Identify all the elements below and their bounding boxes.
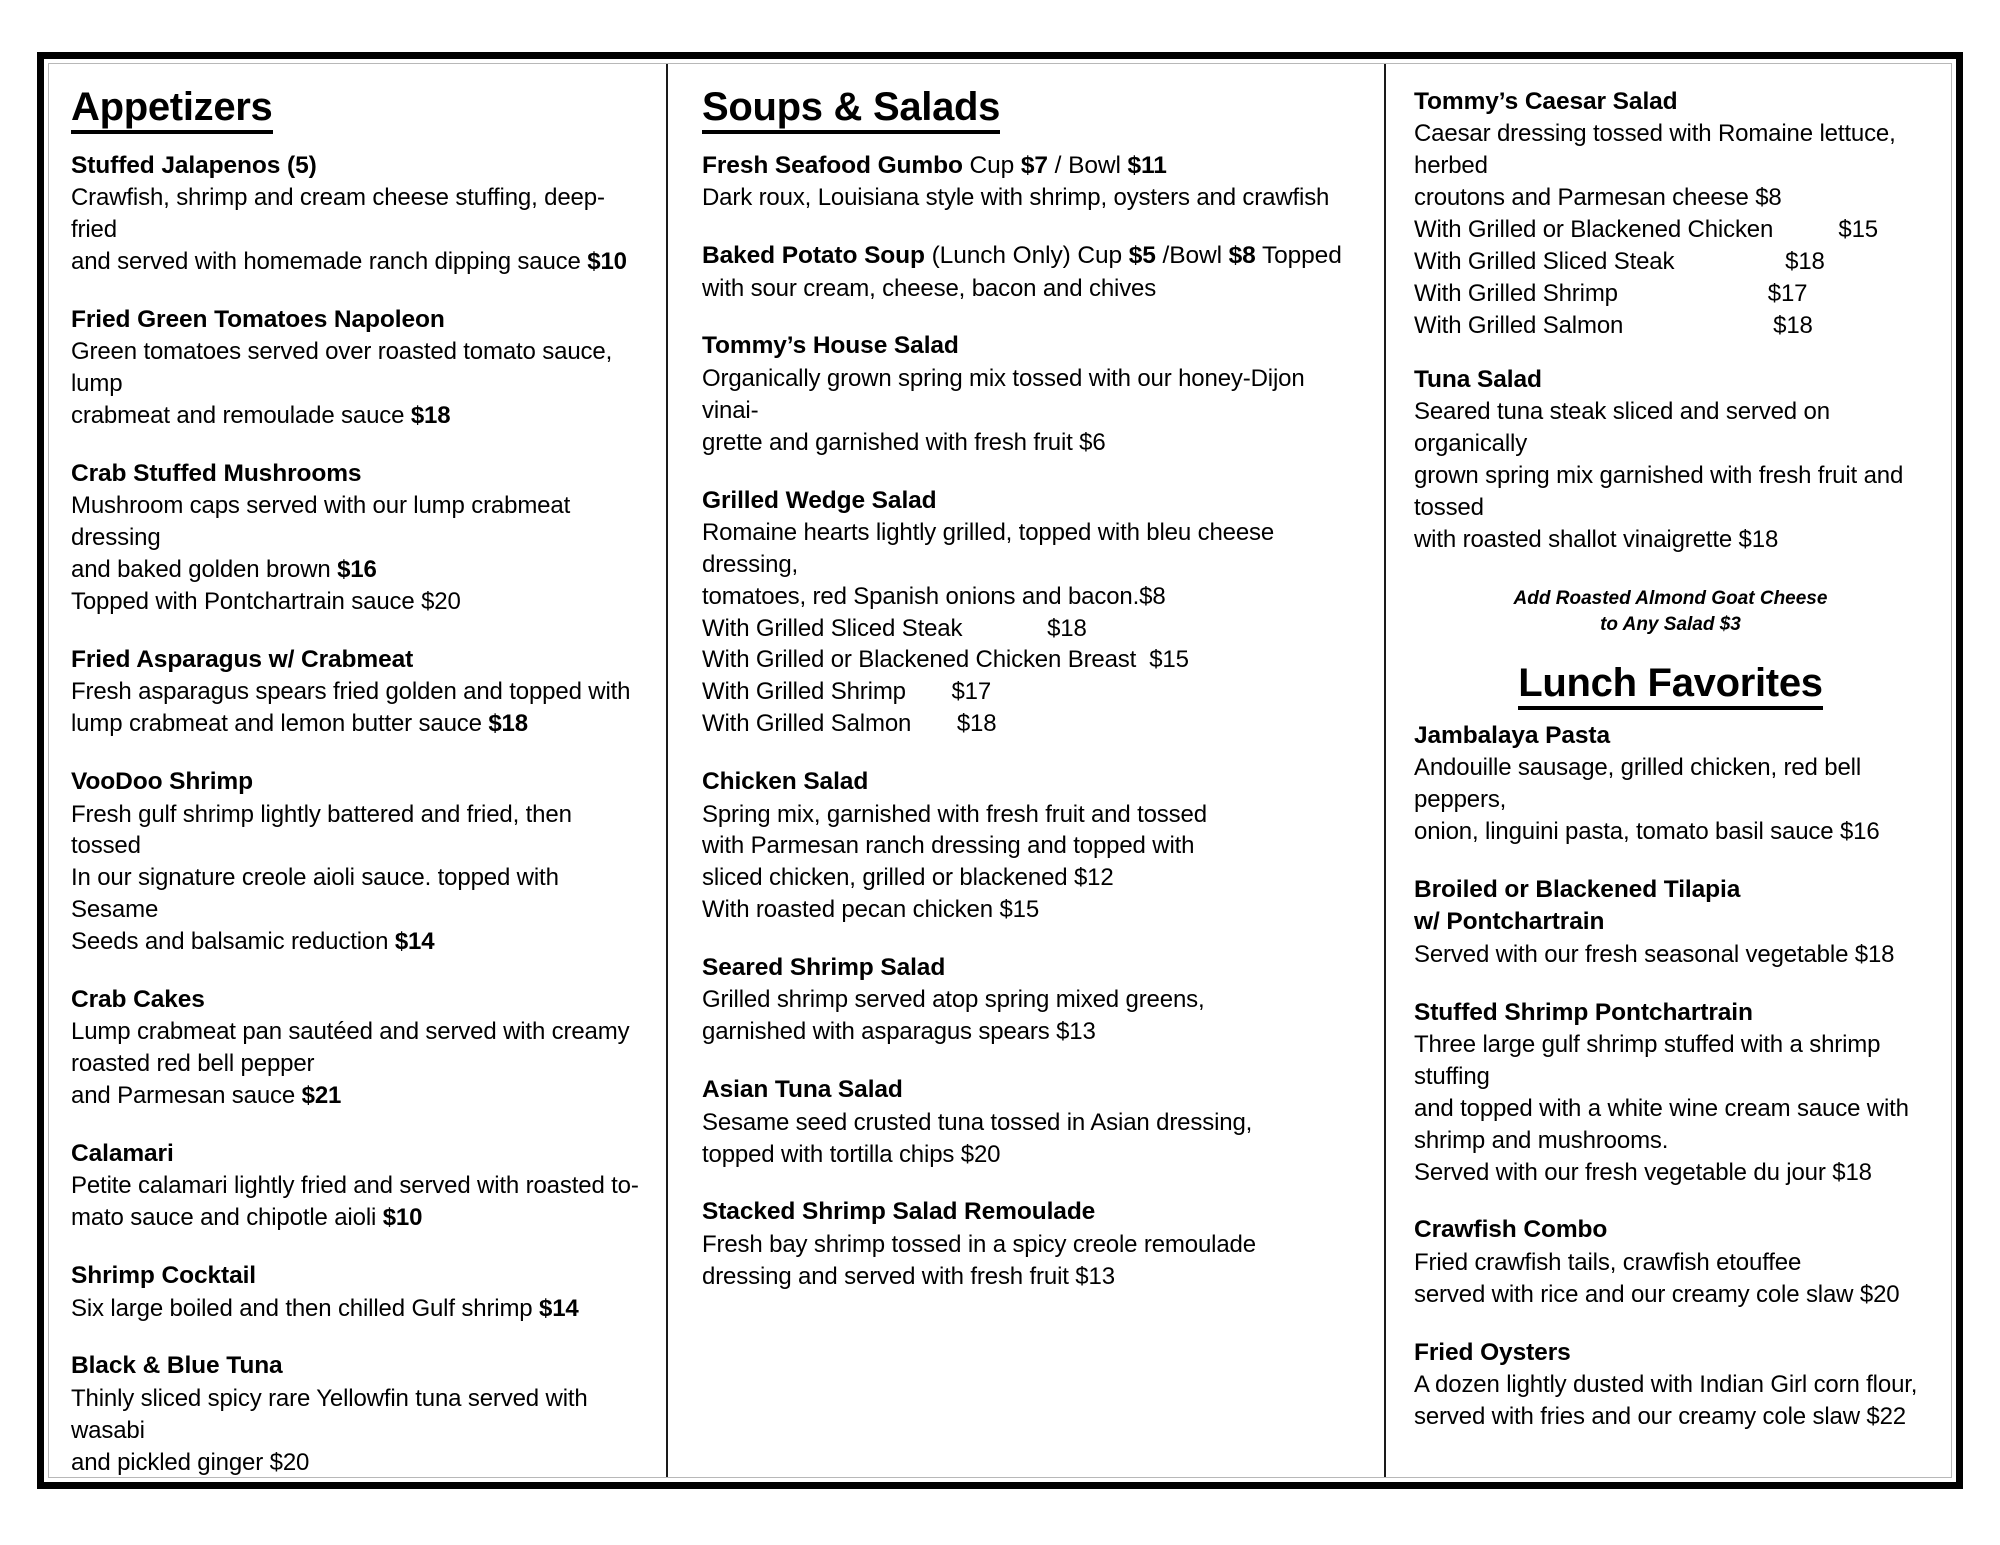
item-name: Fried Oysters xyxy=(1414,1338,1571,1366)
item-desc-line: Served with our fresh vegetable du jour $18 xyxy=(1414,1158,1872,1186)
item-desc-line: Grilled shrimp served atop spring mixed greens, xyxy=(702,986,1205,1014)
item-name-text: Baked Potato Soup xyxy=(702,242,925,270)
item-desc-line: Fresh gulf shrimp lightly battered and fried, then tossed xyxy=(71,800,572,860)
salad-addon-note-line2: to Any Salad $3 xyxy=(1600,613,1741,635)
item-topped-label: Topped xyxy=(1255,242,1342,270)
menu-item xyxy=(1414,364,1927,556)
item-desc-line: and topped with a white wine cream sauce with xyxy=(1414,1094,1909,1122)
item-price: $18 xyxy=(488,710,528,738)
menu-item xyxy=(702,1196,1362,1292)
item-desc-line: with roasted shallot vinaigrette $18 xyxy=(1414,525,1779,553)
item-desc-text: mato sauce and chipotle aioli xyxy=(71,1204,383,1232)
menu-item xyxy=(702,150,1362,214)
item-desc-line: Thinly sliced spicy rare Yellowfin tuna served with wasabi xyxy=(71,1384,588,1444)
item-bowl-price: $11 xyxy=(1127,152,1167,179)
item-price: $18 xyxy=(410,402,451,430)
menu-item xyxy=(702,766,1362,926)
item-option-row: With Grilled Sliced Steak $18 xyxy=(702,614,1087,642)
item-desc-line: Crawfish, shrimp and cream cheese stuffing, deep-fried xyxy=(71,184,605,244)
item-desc-line: grown spring mix garnished with fresh fruit and tossed xyxy=(1414,461,1904,521)
item-name: Shrimp Cocktail xyxy=(71,1262,257,1290)
item-cup-price: $7 xyxy=(1020,152,1055,179)
item-desc-text: and Parmesan sauce xyxy=(71,1082,302,1110)
section-title-soups-salads-text: Soups & Salads xyxy=(702,86,1000,134)
item-desc-line xyxy=(71,1293,648,1325)
item-desc-text: crabmeat and remoulade sauce xyxy=(71,402,411,430)
column-appetizers xyxy=(49,64,666,1477)
item-price: $14 xyxy=(539,1294,579,1322)
item-name: Black & Blue Tuna xyxy=(71,1352,283,1380)
item-price: $16 xyxy=(337,556,377,584)
item-name: VooDoo Shrimp xyxy=(71,768,253,796)
item-desc-line: served with rice and our creamy cole slaw $20 xyxy=(1414,1280,1900,1308)
salad-addon-note xyxy=(1414,586,1927,638)
item-desc-line: with Parmesan ranch dressing and topped with xyxy=(702,832,1195,860)
item-name xyxy=(702,150,1362,182)
item-desc-line xyxy=(71,708,648,740)
section-title-appetizers xyxy=(71,86,648,134)
item-desc-line: Petite calamari lightly fried and served with roasted to- xyxy=(71,1172,639,1200)
menu-item xyxy=(71,766,648,958)
item-desc-line: roasted red bell pepper xyxy=(71,1050,315,1078)
item-option-row: With Grilled Shrimp $17 xyxy=(702,678,992,706)
item-name: Stacked Shrimp Salad Remoulade xyxy=(702,1198,1096,1226)
item-name: Fried Green Tomatoes Napoleon xyxy=(71,306,445,334)
item-desc-line: Fried crawfish tails, crawfish etouffee xyxy=(1414,1248,1802,1276)
section-title-appetizers-text: Appetizers xyxy=(71,86,273,134)
item-desc-line xyxy=(71,554,648,586)
item-name: Calamari xyxy=(71,1140,174,1168)
item-desc-line: topped with tortilla chips $20 xyxy=(702,1140,1001,1168)
item-name: Grilled Wedge Salad xyxy=(702,486,937,514)
menu-item xyxy=(71,458,648,618)
item-desc-line: Organically grown spring mix tossed with our honey-Dijon vinai- xyxy=(702,364,1305,424)
item-desc-line: shrimp and mushrooms. xyxy=(1414,1126,1669,1154)
item-desc-line: Fresh asparagus spears fried golden and topped with xyxy=(71,678,631,706)
item-price: $10 xyxy=(382,1204,423,1232)
item-desc-line: served with fries and our creamy cole slaw $22 xyxy=(1414,1402,1906,1430)
item-price: $21 xyxy=(301,1082,342,1110)
menu-item xyxy=(1414,874,1927,971)
item-cup-label: Cup xyxy=(969,152,1021,179)
menu-inner-border xyxy=(48,63,1952,1478)
item-option-row: With Grilled or Blackened Chicken $15 xyxy=(1414,216,1878,244)
item-price: $14 xyxy=(394,928,435,956)
menu-item xyxy=(71,1350,648,1477)
menu-item xyxy=(71,644,648,740)
item-name: Asian Tuna Salad xyxy=(702,1076,903,1104)
item-desc-line: Mushroom caps served with our lump crabmeat dressing xyxy=(71,492,571,552)
item-name: Broiled or Blackened Tilapia xyxy=(1414,876,1741,904)
item-separator: / xyxy=(1054,152,1069,179)
menu-item xyxy=(1414,86,1927,342)
menu-columns xyxy=(49,64,1951,1477)
item-name-continued: w/ Pontchartrain xyxy=(1414,908,1605,936)
item-desc-line xyxy=(71,1202,648,1234)
item-name xyxy=(702,240,1362,272)
item-desc-line: Sesame seed crusted tuna tossed in Asian dressing, xyxy=(702,1108,1253,1136)
item-name: Tommy’s Caesar Salad xyxy=(1414,88,1678,115)
item-name: Tuna Salad xyxy=(1414,365,1542,393)
item-desc-line: Lump crabmeat pan sautéed and served with creamy xyxy=(71,1018,630,1046)
menu-item xyxy=(702,952,1362,1048)
item-name: Seared Shrimp Salad xyxy=(702,954,946,982)
menu-item xyxy=(702,240,1362,304)
item-option-row: With Grilled or Blackened Chicken Breast $15 xyxy=(702,646,1189,674)
menu-item xyxy=(702,485,1362,741)
item-desc-line: onion, linguini pasta, tomato basil sauce $16 xyxy=(1414,818,1880,846)
menu-item xyxy=(71,984,648,1112)
item-desc-line: dressing and served with fresh fruit $13 xyxy=(702,1262,1115,1290)
menu-item xyxy=(71,150,648,278)
item-name: Tommy’s House Salad xyxy=(702,332,959,360)
column-salads-lunch xyxy=(1384,64,1951,1477)
item-desc-line xyxy=(71,400,648,432)
item-desc-line: Green tomatoes served over roasted tomato sauce, lump xyxy=(71,338,613,398)
item-desc-line: Caesar dressing tossed with Romaine lettuce, herbed xyxy=(1414,120,1896,180)
item-bowl-price: $8 xyxy=(1228,242,1256,270)
item-desc-line xyxy=(71,246,648,278)
menu-page xyxy=(37,52,1963,1489)
item-desc-text: Six large boiled and then chilled Gulf shrimp xyxy=(71,1294,540,1322)
item-name: Crab Stuffed Mushrooms xyxy=(71,460,362,488)
column-soups-salads xyxy=(666,64,1384,1477)
item-cup-label: (Lunch Only) Cup xyxy=(924,242,1129,270)
item-option-row: With Grilled Sliced Steak $18 xyxy=(1414,247,1825,275)
section-title-lunch-favorites-text: Lunch Favorites xyxy=(1518,662,1822,710)
item-desc-line: Dark roux, Louisiana style with shrimp, oysters and crawfish xyxy=(702,184,1330,212)
menu-item xyxy=(71,1138,648,1234)
section-title-lunch-favorites xyxy=(1414,662,1927,710)
item-desc-text: Seeds and balsamic reduction xyxy=(71,928,395,956)
menu-item xyxy=(702,330,1362,458)
menu-item xyxy=(1414,997,1927,1189)
item-name: Chicken Salad xyxy=(702,768,869,796)
item-desc-line: Romaine hearts lightly grilled, topped with bleu cheese dressing, xyxy=(702,518,1275,578)
item-option-row: With roasted pecan chicken $15 xyxy=(702,896,1040,924)
item-desc-line xyxy=(71,1080,648,1112)
item-option-row: With Grilled Shrimp $17 xyxy=(1414,279,1808,307)
item-name: Fried Asparagus w/ Crabmeat xyxy=(71,646,414,674)
menu-item xyxy=(1414,1337,1927,1433)
menu-item xyxy=(1414,1214,1927,1310)
item-desc-line: Spring mix, garnished with fresh fruit and tossed xyxy=(702,800,1207,828)
menu-item xyxy=(71,1260,648,1324)
item-name-text: Fresh Seafood Gumbo xyxy=(702,152,970,179)
item-desc-line: grette and garnished with fresh fruit $6 xyxy=(702,428,1106,456)
item-name: Stuffed Shrimp Pontchartrain xyxy=(1414,998,1753,1026)
item-cup-price: $5 xyxy=(1128,242,1156,270)
item-desc-line: A dozen lightly dusted with Indian Girl corn flour, xyxy=(1414,1370,1918,1398)
item-bowl-label: /Bowl xyxy=(1155,242,1229,270)
item-desc-line: croutons and Parmesan cheese $8 xyxy=(1414,184,1782,212)
item-price: $10 xyxy=(587,248,627,276)
menu-item xyxy=(1414,720,1927,848)
item-name: Crab Cakes xyxy=(71,986,205,1014)
item-desc-text: and served with homemade ranch dipping sauce xyxy=(71,248,588,276)
item-name: Jambalaya Pasta xyxy=(1414,721,1610,749)
item-desc-line: Three large gulf shrimp stuffed with a shrimp stuffing xyxy=(1414,1030,1881,1090)
menu-item xyxy=(702,1074,1362,1170)
item-name: Stuffed Jalapenos (5) xyxy=(71,152,317,179)
item-desc-text: and baked golden brown xyxy=(71,556,338,584)
item-desc-line: with sour cream, cheese, bacon and chives xyxy=(702,274,1157,302)
item-bowl-label: Bowl xyxy=(1068,152,1128,179)
item-desc-line: sliced chicken, grilled or blackened $12 xyxy=(702,864,1114,892)
item-option-row: With Grilled Salmon $18 xyxy=(702,710,997,738)
item-desc-line xyxy=(71,926,648,958)
item-desc-line: and pickled ginger $20 xyxy=(71,1448,310,1476)
item-desc-line: In our signature creole aioli sauce. topped with Sesame xyxy=(71,864,559,924)
item-desc-line: Andouille sausage, grilled chicken, red bell peppers, xyxy=(1414,754,1862,814)
item-upgrade-note: Topped with Pontchartrain sauce $20 xyxy=(71,588,461,616)
menu-item xyxy=(71,304,648,432)
item-option-row: With Grilled Salmon $18 xyxy=(1414,311,1813,339)
item-desc-text: lump crabmeat and lemon butter sauce xyxy=(71,710,489,738)
item-desc-line: tomatoes, red Spanish onions and bacon.$8 xyxy=(702,582,1166,610)
salad-addon-note-line1: Add Roasted Almond Goat Cheese xyxy=(1513,587,1828,609)
item-desc-line: garnished with asparagus spears $13 xyxy=(702,1018,1096,1046)
item-name: Crawfish Combo xyxy=(1414,1216,1608,1244)
section-title-soups-salads xyxy=(702,86,1362,134)
item-desc-line: Served with our fresh seasonal vegetable $18 xyxy=(1414,940,1895,968)
item-desc-line: Seared tuna steak sliced and served on organically xyxy=(1414,398,1830,457)
item-desc-line: Fresh bay shrimp tossed in a spicy creole remoulade xyxy=(702,1230,1256,1258)
